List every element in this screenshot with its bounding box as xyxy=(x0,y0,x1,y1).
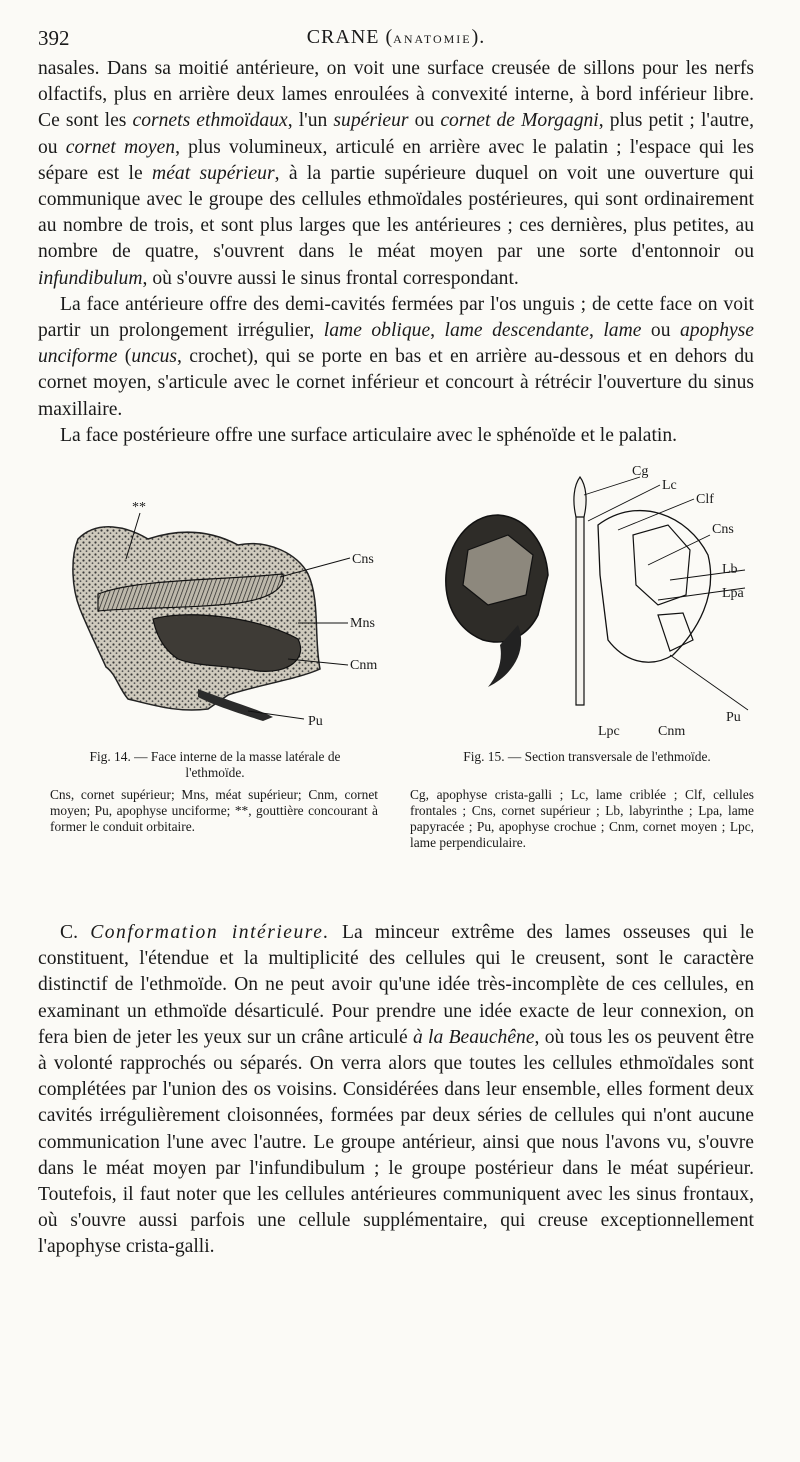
crista-galli xyxy=(574,477,586,517)
text-run: , plus petit ; l'autre, ou xyxy=(38,110,755,158)
leader-pu xyxy=(670,655,748,710)
italic-term: infundibulum xyxy=(38,267,143,289)
text-run: nasales. Dans sa moitié antérieure, on voit une surface creusée de sillons pour les nerfs olfactifs, plus en arrière deux lames enroulées à convexité interne, à bord inférieur libre. Ce sont les xyxy=(38,58,754,132)
right-lower-cell xyxy=(658,613,693,651)
section-heading: Conformation intérieure. xyxy=(90,922,330,944)
italic-term: méat supérieur xyxy=(152,162,275,184)
italic-term: cornets ethmoïdaux xyxy=(132,110,288,132)
label-lpa: Lpa xyxy=(722,586,744,602)
text-run: ou xyxy=(408,110,441,132)
text-run: La minceur extrême des lames osseuses qui le constituent, l'étendue et la multiplicité des cellules qui le creusent, sont le caractère distinctif de l'ethmoïde. On ne peut avoir qu'une idée très-incomplète de ces cellules, en examinant un ethmoïde désarticulé. Pour prendre une idée exacte de leur connexion, on fera bien de jeter les yeux sur un crâne articulé xyxy=(38,922,754,1048)
running-header xyxy=(38,26,754,56)
text-run: , l'un xyxy=(287,110,334,132)
figure-14-legend: Cns, cornet supérieur; Mns, méat supérieur; Cnm, cornet moyen; Pu, apophyse unciforme; **, gouttière concourant à former le conduit orbitaire. xyxy=(50,787,378,835)
figure-15-legend: Cg, apophyse crista-galli ; Lc, lame criblée ; Clf, cellules frontales ; Cns, cornet supérieur ; Lb, labyrinthe ; Lpa, lame papyracée ; Pu, apophyse crochue ; Cnm, cornet moyen ; Lpc, lame perpendiculaire. xyxy=(410,787,754,851)
label-pu: Pu xyxy=(308,714,323,730)
italic-term: à la Beauchêne xyxy=(412,1026,535,1048)
text-run: , crochet), qui se porte en bas et en arrière au-dessous et en dehors du cornet moyen, s'articule avec le cornet inférieur et concourt à rétrécir l'ouverture du sinus maxillaire. xyxy=(38,346,754,420)
italic-term: lame xyxy=(603,320,642,342)
label-cnm: Cnm xyxy=(350,658,378,674)
paragraph-section-c xyxy=(38,920,754,1261)
leader-cg xyxy=(584,477,640,495)
text-run: , où s'ouvre aussi le sinus frontal correspondant. xyxy=(142,267,519,289)
page-number: 392 xyxy=(38,26,70,50)
italic-term: uncus xyxy=(131,346,178,368)
text-run: La face antérieure offre des demi-cavités fermées par l'os unguis ; de cette face on voit partir un prolongement irrégulier, xyxy=(38,293,754,342)
text-run: , où tous les os peuvent être à volonté rapprochés ou séparés. On verra alors que toutes les cellules ethmoïdales sont complétées par l'union des os voisins. Considérées dans leur ensemble, elles forment deux cavités irrégulièrement cloisonnées, formées par deux séries de cellules qui n'ont aucune communication l'une avec l'autre. Le groupe antérieur, ainsi que nous l'avons vu, s'ouvre dans le méat moyen par l'infundibulum ; le groupe postérieur dans le méat supérieur. Toutefois, il faut noter que les cellules antérieures communiquent avec les sinus frontaux, où s'ouvre aussi parfois une cellule supplémentaire, qui creuse exceptionnellement l'apophyse crista-galli. xyxy=(38,1026,755,1258)
leader-cns xyxy=(648,535,710,565)
figures-block xyxy=(38,455,754,920)
figure-15-caption: Fig. 15. — Section transversale de l'ethmoïde. xyxy=(463,749,711,765)
italic-term: lame oblique xyxy=(323,320,431,342)
figure-15-illustration xyxy=(408,455,758,745)
text-run: , plus volumineux, articulé en arrière avec le palatin ; l'espace qui les sépare est le xyxy=(38,136,755,184)
paragraph-2 xyxy=(38,292,754,423)
italic-term: lame descendante xyxy=(444,320,589,342)
label-cns: Cns xyxy=(352,552,374,568)
label-lb: Lb xyxy=(722,562,738,578)
perpendicular-plate xyxy=(576,495,584,705)
italic-term: cornet moyen xyxy=(65,136,176,158)
label-cg: Cg xyxy=(632,464,649,480)
label-pu: Pu xyxy=(726,710,741,726)
text-run: ( xyxy=(117,346,132,368)
title-end: ). xyxy=(471,26,486,48)
title-small: ANATOMIE xyxy=(393,32,472,46)
label-lpc: Lpc xyxy=(598,724,620,740)
title-main: CRANE ( xyxy=(306,26,394,48)
text-run: , xyxy=(588,320,604,342)
running-title xyxy=(38,26,754,49)
label-mns: Mns xyxy=(350,616,375,632)
page xyxy=(38,26,754,1261)
text-run: ou xyxy=(641,320,680,342)
lower-text xyxy=(38,920,754,1261)
paragraph-3 xyxy=(38,423,754,449)
upper-text xyxy=(38,56,754,449)
italic-term: supérieur xyxy=(333,110,409,132)
right-cells xyxy=(633,525,690,605)
figure-14-caption: Fig. 14. — Face interne de la masse latérale de l'ethmoïde. xyxy=(89,749,341,781)
text-run: La face postérieure offre une surface articulaire avec le sphénoïde et le palatin. xyxy=(60,424,678,446)
figure-14-illustration xyxy=(58,499,388,739)
italic-term: apophyse unciforme xyxy=(38,320,755,368)
label-cns: Cns xyxy=(712,522,734,538)
paragraph-1 xyxy=(38,56,754,292)
label-cnm: Cnm xyxy=(658,724,686,740)
text-run: , xyxy=(430,320,445,342)
label-stars: ** xyxy=(132,500,146,516)
right-labyrinth-outline xyxy=(598,511,711,663)
italic-term: cornet de Morgagni xyxy=(440,110,599,132)
text-run: , à la partie supérieure duquel on voit une ouverture qui communique avec le groupe des cellules ethmoïdales postérieures, qui sont ordinairement au nombre de trois, et sont plus larges que les antérieures ; ces dernières, plus petites, au nombre de quatre, s'ouvrent dans le méat moyen par une sorte d'entonnoir ou xyxy=(38,162,755,263)
label-lc: Lc xyxy=(662,478,677,494)
section-letter: C. xyxy=(60,922,91,944)
label-clf: Clf xyxy=(696,492,714,508)
